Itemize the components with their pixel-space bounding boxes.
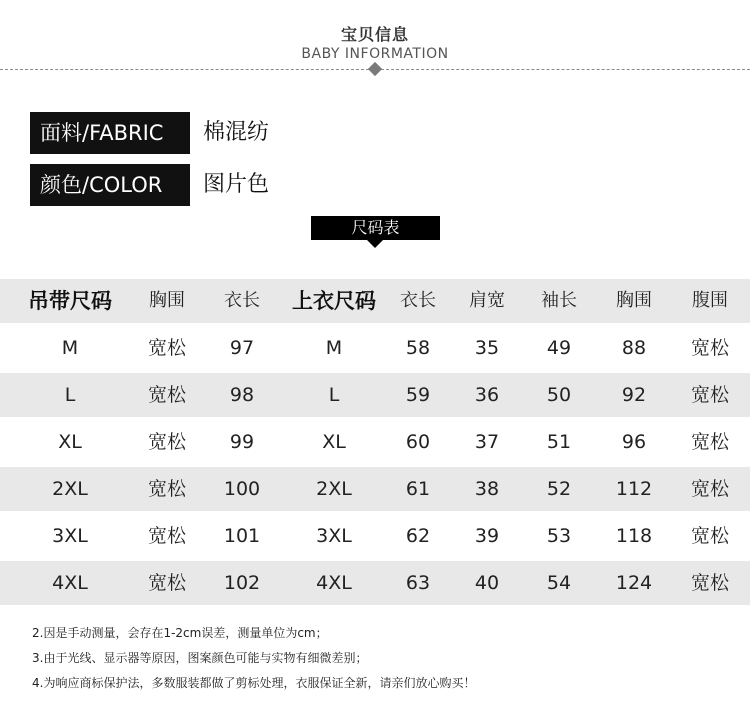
- table-cell: M: [325, 337, 343, 359]
- table-cell: 40: [474, 572, 500, 594]
- table-row: [0, 326, 750, 370]
- table-header-cell: 腹围: [692, 290, 728, 311]
- table-cell: 3XL: [316, 525, 352, 547]
- table-header-cell: 衣长: [400, 290, 436, 311]
- table-cell: 宽松: [147, 384, 186, 406]
- table-cell: 宽松: [147, 478, 186, 500]
- table-cell: 118: [615, 525, 653, 547]
- table-cell: 52: [546, 478, 572, 500]
- table-row: [0, 514, 750, 558]
- table-cell: 宽松: [147, 431, 186, 453]
- table-cell: 36: [474, 384, 500, 406]
- table-header-cell: 肩宽: [469, 290, 505, 311]
- table-header-cell: 胸围: [616, 290, 652, 311]
- header-title: 宝贝信息: [340, 25, 409, 44]
- table-cell: 2XL: [316, 478, 352, 500]
- table-cell: 99: [229, 431, 255, 453]
- table-cell: 宽松: [690, 478, 729, 500]
- table-cell: 宽松: [690, 572, 729, 594]
- color-label: 颜色/COLOR: [30, 164, 190, 206]
- table-cell: 39: [474, 525, 500, 547]
- table-header-row: [0, 279, 750, 323]
- table-cell: 62: [405, 525, 431, 547]
- table-cell: XL: [322, 431, 346, 453]
- table-cell: XL: [58, 431, 82, 453]
- table-cell: 61: [405, 478, 431, 500]
- table-cell: M: [61, 337, 79, 359]
- table-cell: 59: [405, 384, 431, 406]
- table-cell: 宽松: [147, 572, 186, 594]
- table-row: [0, 420, 750, 464]
- table-header-cell: 吊带尺码: [28, 289, 112, 313]
- note-item: 2.因是手动测量，会存在1-2cm误差，测量单位为cm；: [32, 626, 328, 640]
- table-cell: 3XL: [52, 525, 88, 547]
- table-cell: 88: [621, 337, 647, 359]
- fabric-value: 棉混纺: [203, 120, 270, 145]
- diamond-icon: [368, 62, 382, 76]
- size-chart-badge: 尺码表: [311, 216, 440, 240]
- notes: [32, 624, 475, 699]
- note-item: 3.由于光线、显示器等原因，图案颜色可能与实物有细微差别；: [32, 651, 368, 665]
- table-row: [0, 561, 750, 605]
- table-cell: 51: [546, 431, 572, 453]
- table-cell: 53: [546, 525, 572, 547]
- color-value: 图片色: [203, 172, 270, 197]
- table-cell: L: [64, 384, 76, 406]
- table-header-cell: 衣长: [224, 290, 260, 311]
- table-cell: 37: [474, 431, 500, 453]
- table-cell: 宽松: [147, 337, 186, 359]
- table-row: [0, 373, 750, 417]
- table-cell: 101: [223, 525, 261, 547]
- table-header-cell: 胸围: [149, 290, 185, 311]
- table-cell: 92: [621, 384, 647, 406]
- table-cell: 96: [621, 431, 647, 453]
- table-cell: 54: [546, 572, 572, 594]
- table-cell: 2XL: [52, 478, 88, 500]
- table-cell: 112: [615, 478, 653, 500]
- table-cell: 宽松: [690, 525, 729, 547]
- table-cell: 50: [546, 384, 572, 406]
- table-cell: 宽松: [147, 525, 186, 547]
- table-cell: 宽松: [690, 337, 729, 359]
- table-cell: 38: [474, 478, 500, 500]
- note-item: 4.为响应商标保护法，多数服装都做了剪标处理，衣服保证全新，请亲们放心购买！: [32, 676, 476, 690]
- table-cell: 124: [615, 572, 653, 594]
- table-cell: 4XL: [52, 572, 88, 594]
- table-cell: 58: [405, 337, 431, 359]
- table-cell: 97: [229, 337, 255, 359]
- table-cell: 98: [229, 384, 255, 406]
- table-cell: 100: [223, 478, 261, 500]
- table-row: [0, 467, 750, 511]
- table-cell: 49: [546, 337, 572, 359]
- header-subtitle: BABY INFORMATION: [301, 46, 449, 62]
- table-cell: L: [328, 384, 340, 406]
- table-cell: 35: [474, 337, 500, 359]
- table-header-cell: 上衣尺码: [292, 289, 376, 313]
- size-chart-badge-pointer: [367, 240, 383, 248]
- table-header-cell: 袖长: [541, 290, 577, 311]
- table-cell: 60: [405, 431, 431, 453]
- table-cell: 102: [223, 572, 261, 594]
- fabric-label: 面料/FABRIC: [30, 112, 190, 154]
- table-cell: 宽松: [690, 431, 729, 453]
- table-cell: 63: [405, 572, 431, 594]
- table-cell: 4XL: [316, 572, 352, 594]
- table-cell: 宽松: [690, 384, 729, 406]
